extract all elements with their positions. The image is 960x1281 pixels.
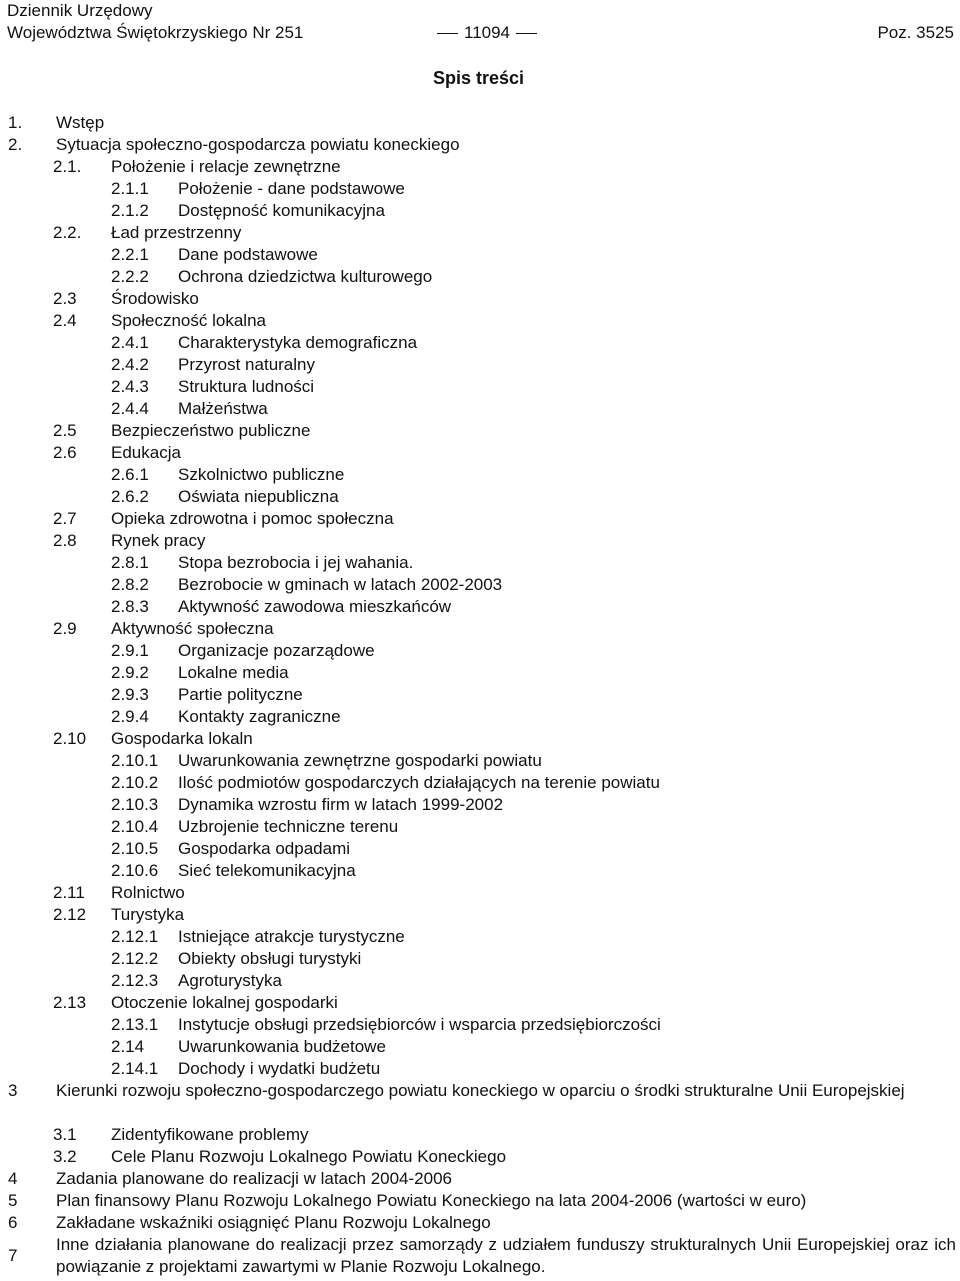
toc-entry: [0, 244, 960, 266]
page-title: Spis treści: [433, 68, 525, 88]
publication-name: Dziennik Urzędowy: [7, 1, 153, 20]
toc-entry-number: 2.10.6: [111, 861, 159, 880]
toc-entry-label: Charakterystyka demograficzna: [178, 333, 418, 352]
toc-entry-number: 2.8.2: [111, 575, 149, 594]
toc-entry: [0, 420, 960, 442]
toc-entry-label: Środowisko: [111, 289, 199, 308]
toc-entry-label: Aktywność zawodowa mieszkańców: [178, 597, 452, 616]
page-number-text: 11094: [464, 23, 511, 42]
toc-entry-number: 2.10.5: [111, 839, 159, 858]
toc-entry-number: 2.2.: [53, 223, 82, 242]
toc-entry: [0, 1234, 960, 1278]
toc-entry-label: Cele Planu Rozwoju Lokalnego Powiatu Koneckiego: [111, 1147, 507, 1166]
dash-right: [516, 33, 537, 34]
toc-entry: [0, 1036, 960, 1058]
toc-entry-number: 2.9.4: [111, 707, 149, 726]
toc-entry: [0, 332, 960, 354]
toc-entry: [0, 354, 960, 376]
toc-entry-label: Aktywność społeczna: [111, 619, 274, 638]
toc-entry: [0, 200, 960, 222]
toc-entry-label: Ilość podmiotów gospodarczych działających na terenie powiatu: [178, 773, 660, 792]
toc-entry-label: Turystyka: [111, 905, 185, 924]
toc-entry-number: 2.: [8, 135, 23, 154]
toc-entry-label: Zakładane wskaźniki osiągnięć Planu Rozwoju Lokalnego: [56, 1213, 491, 1232]
toc-entry: [0, 1146, 960, 1168]
toc-entry-label: Kontakty zagraniczne: [178, 707, 341, 726]
toc-entry-number: 2.8.1: [111, 553, 149, 572]
toc-entry: [0, 222, 960, 244]
toc-entry: [0, 1080, 960, 1124]
toc-entry-label: Partie polityczne: [178, 685, 303, 704]
toc-entry: [0, 112, 960, 134]
toc-entry: [0, 948, 960, 970]
toc-entry-label: Lokalne media: [178, 663, 289, 682]
toc-entry-number: 2.4.3: [111, 377, 149, 396]
toc-entry-label: Uwarunkowania budżetowe: [178, 1037, 386, 1056]
toc-entry: [0, 1212, 960, 1234]
toc-entry-label: Położenie - dane podstawowe: [178, 179, 405, 198]
toc-entry: [0, 618, 960, 640]
toc-entry: [0, 926, 960, 948]
toc-entry-number: 2.9: [53, 619, 77, 638]
toc-entry-label: Plan finansowy Planu Rozwoju Lokalnego Powiatu Koneckiego na lata 2004-2006 (wartości w euro): [56, 1191, 807, 1210]
toc-entry: [0, 486, 960, 508]
toc-entry-number: 2.8: [53, 531, 77, 550]
toc-entry: [0, 882, 960, 904]
toc-entry: [0, 728, 960, 750]
toc-entry: [0, 398, 960, 420]
toc-entry: [0, 684, 960, 706]
toc-entry-number: 2.4.4: [111, 399, 149, 418]
toc-entry-number: 2.2.2: [111, 267, 149, 286]
toc-entry-number: 2.10.2: [111, 773, 159, 792]
toc-entry: [0, 442, 960, 464]
toc-entry-number: 2.1.2: [111, 201, 149, 220]
toc-entry-label: Struktura ludności: [178, 377, 315, 396]
toc-entry: [0, 992, 960, 1014]
toc-entry-label: Oświata niepubliczna: [178, 487, 339, 506]
toc-entry-number: 7: [8, 1246, 18, 1265]
toc-entry-number: 4: [8, 1169, 18, 1188]
toc-entry: [0, 1058, 960, 1080]
toc-entry-number: 2.4: [53, 311, 77, 330]
toc-entry-number: 2.12: [53, 905, 87, 924]
toc-entry: [0, 596, 960, 618]
toc-entry-label: Gospodarka lokaln: [111, 729, 253, 748]
toc-entry-label: Uwarunkowania zewnętrzne gospodarki powiatu: [178, 751, 542, 770]
toc-entry-label: Dostępność komunikacyjna: [178, 201, 385, 220]
toc-entry: [0, 640, 960, 662]
dash-left: [437, 33, 458, 34]
toc-entry: [0, 904, 960, 926]
toc-entry-number: 6: [8, 1213, 18, 1232]
toc-entry-number: 2.13: [53, 993, 87, 1012]
toc-entry: [0, 970, 960, 992]
toc-entry-label: Zidentyfikowane problemy: [111, 1125, 309, 1144]
toc-entry-number: 2.7: [53, 509, 77, 528]
toc-entry-label: Otoczenie lokalnej gospodarki: [111, 993, 338, 1012]
toc-entry-number: 2.6.2: [111, 487, 149, 506]
toc-entry: [0, 178, 960, 200]
toc-entry-label: Zadania planowane do realizacji w latach 2004-2006: [56, 1169, 452, 1188]
toc-entry: [0, 552, 960, 574]
toc-entry-label: Organizacje pozarządowe: [178, 641, 375, 660]
toc-entry: [0, 508, 960, 530]
toc-entry-label: Sieć telekomunikacyjna: [178, 861, 356, 880]
toc-entry-number: 2.6.1: [111, 465, 149, 484]
toc-entry-label: Wstęp: [56, 113, 105, 132]
toc-entry-label: Opieka zdrowotna i pomoc społeczna: [111, 509, 394, 528]
toc-entry-number: 2.6: [53, 443, 77, 462]
toc-entry: [0, 750, 960, 772]
toc-entry: [0, 1014, 960, 1036]
toc-entry: [0, 1124, 960, 1146]
toc-entry-label: Obiekty obsługi turystyki: [178, 949, 362, 968]
toc-entry: [0, 662, 960, 684]
toc-entry-number: 5: [8, 1191, 18, 1210]
toc-entry-number: 2.5: [53, 421, 77, 440]
toc-entry-label: Rynek pracy: [111, 531, 206, 550]
toc-entry-number: 2.10: [53, 729, 87, 748]
toc-entry-number: 2.1.1: [111, 179, 149, 198]
toc-entry-number: 3: [8, 1081, 18, 1100]
toc-entry-label: Uzbrojenie techniczne terenu: [178, 817, 399, 836]
toc-entry: [0, 310, 960, 332]
toc-entry-label: Bezrobocie w gminach w latach 2002-2003: [178, 575, 503, 594]
toc-entry-label: Edukacja: [111, 443, 181, 462]
toc-entry-label: Gospodarka odpadami: [178, 839, 351, 858]
toc-entry-number: 2.8.3: [111, 597, 149, 616]
toc-entry-label: Dynamika wzrostu firm w latach 1999-2002: [178, 795, 504, 814]
toc-entry: [0, 574, 960, 596]
toc-entry-number: 2.11: [53, 883, 85, 902]
toc-entry-label: Istniejące atrakcje turystyczne: [178, 927, 405, 946]
toc-entry-number: 2.9.1: [111, 641, 149, 660]
toc-entry-number: 2.14: [111, 1037, 145, 1056]
toc-entry: [0, 772, 960, 794]
voivodeship-issue: Województwa Świętokrzyskiego Nr 251: [7, 23, 304, 42]
toc-entry: [0, 706, 960, 728]
toc-entry-number: 2.9.2: [111, 663, 149, 682]
toc-entry-number: 2.2.1: [111, 245, 149, 264]
page-header: [7, 0, 954, 44]
toc-entry: [0, 1168, 960, 1190]
toc-entry-label: Inne działania planowane do realizacji przez samorządy z udziałem funduszy strukturalnych Unii Europejskiej oraz ich powiązanie z projektami zawartymi w Planie Rozwoju Lokalnego.: [56, 1235, 956, 1276]
toc-entry-label: Kierunki rozwoju społeczno-gospodarczego powiatu koneckiego w oparciu o środki strukturalne Unii Europejskiej: [56, 1081, 905, 1100]
toc-entry: [0, 530, 960, 552]
toc-entry-number: 2.12.1: [111, 927, 159, 946]
toc-entry-label: Przyrost naturalny: [178, 355, 315, 374]
table-of-contents: [0, 112, 960, 1278]
toc-entry-number: 2.10.4: [111, 817, 159, 836]
toc-entry: [0, 464, 960, 486]
toc-entry-number: 2.4.2: [111, 355, 149, 374]
toc-entry-number: 2.14.1: [111, 1059, 159, 1078]
toc-entry-label: Małżeństwa: [178, 399, 268, 418]
toc-entry: [0, 266, 960, 288]
toc-entry-number: 3.2: [53, 1147, 77, 1166]
toc-entry-label: Dane podstawowe: [178, 245, 318, 264]
toc-entry: [0, 1190, 960, 1212]
toc-entry-label: Rolnictwo: [111, 883, 185, 902]
toc-entry-label: Instytucje obsługi przedsiębiorców i wsparcia przedsiębiorczości: [178, 1015, 661, 1034]
toc-entry-number: 2.4.1: [111, 333, 149, 352]
toc-entry-number: 3.1: [53, 1125, 77, 1144]
toc-entry-number: 2.12.2: [111, 949, 159, 968]
toc-entry-number: 2.13.1: [111, 1015, 159, 1034]
toc-entry-label: Stopa bezrobocia i jej wahania.: [178, 553, 414, 572]
page-number: [431, 22, 543, 44]
toc-entry: [0, 838, 960, 860]
toc-entry-number: 2.10.1: [111, 751, 159, 770]
toc-entry-number: 2.12.3: [111, 971, 159, 990]
toc-entry-label: Szkolnictwo publiczne: [178, 465, 345, 484]
toc-entry: [0, 860, 960, 882]
toc-entry: [0, 288, 960, 310]
toc-entry-number: 2.9.3: [111, 685, 149, 704]
toc-entry-label: Agroturystyka: [178, 971, 282, 990]
toc-entry-number: 2.1.: [53, 157, 82, 176]
toc-entry-label: Bezpieczeństwo publiczne: [111, 421, 311, 440]
toc-entry-label: Społeczność lokalna: [111, 311, 266, 330]
toc-entry: [0, 376, 960, 398]
toc-entry-label: Ochrona dziedzictwa kulturowego: [178, 267, 433, 286]
toc-entry: [0, 156, 960, 178]
toc-entry-label: Położenie i relacje zewnętrzne: [111, 157, 341, 176]
toc-entry-label: Ład przestrzenny: [111, 223, 242, 242]
toc-entry: [0, 816, 960, 838]
toc-entry-number: 1.: [8, 113, 23, 132]
header-position: Poz. 3525: [877, 23, 954, 42]
toc-entry-number: 2.3: [53, 289, 77, 308]
toc-entry-label: Sytuacja społeczno-gospodarcza powiatu koneckiego: [56, 135, 460, 154]
toc-entry: [0, 134, 960, 156]
toc-entry: [0, 794, 960, 816]
toc-entry-number: 2.10.3: [111, 795, 159, 814]
toc-entry-label: Dochody i wydatki budżetu: [178, 1059, 381, 1078]
